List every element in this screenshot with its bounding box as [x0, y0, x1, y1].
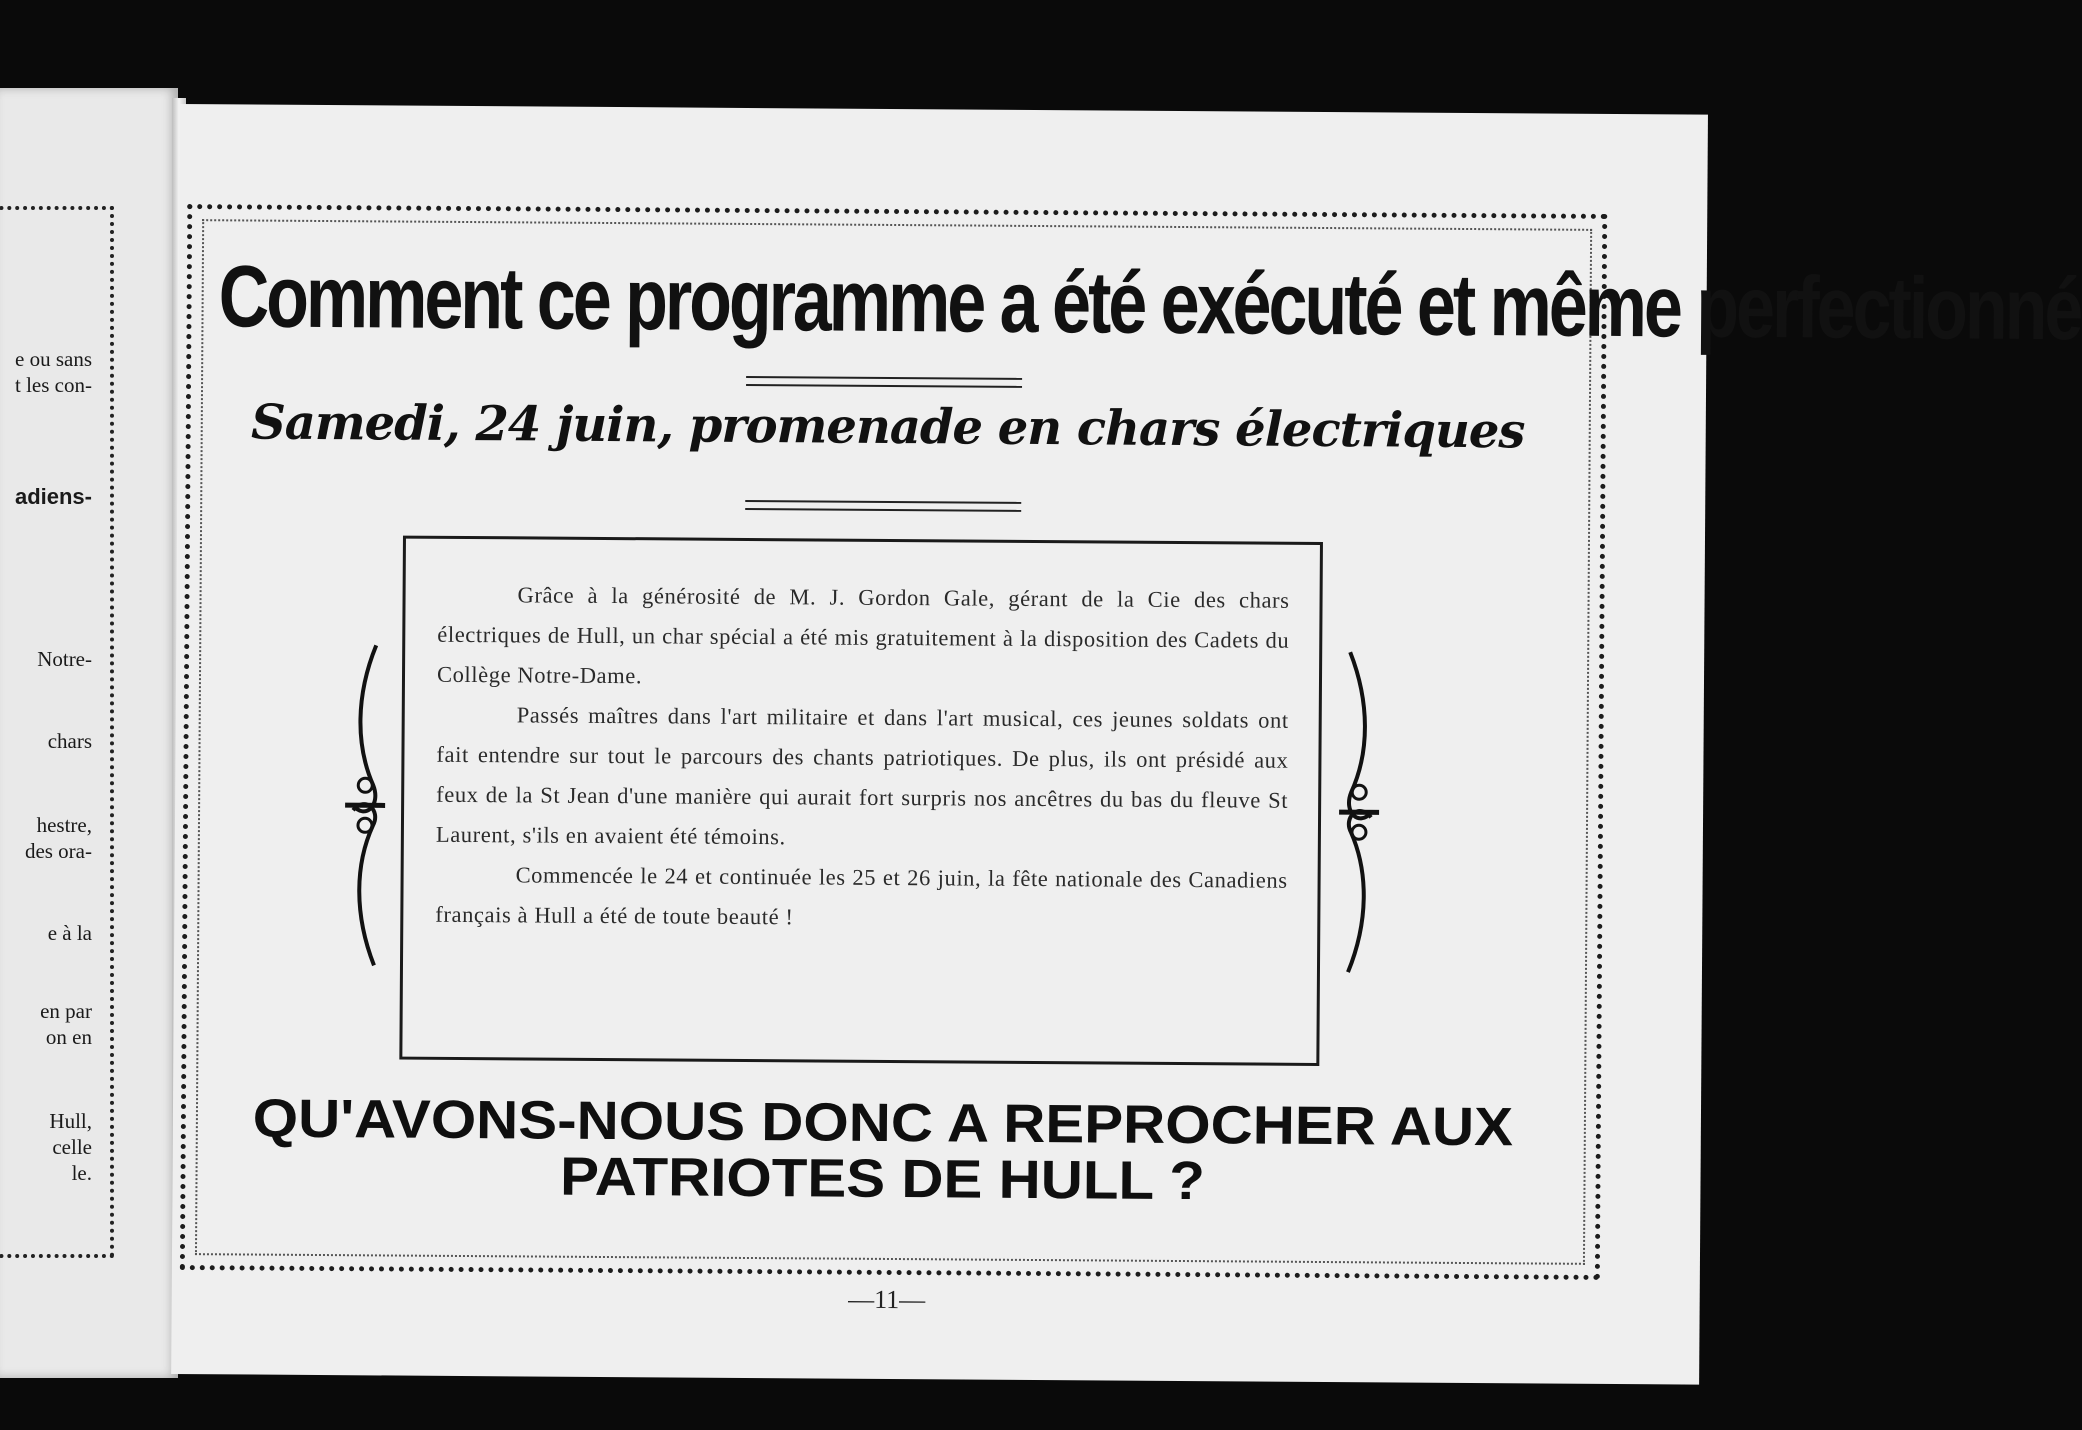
article-paragraph: Grâce à la générosité de M. J. Gordon Gale, gérant de la Cie des chars électriques de Hull, un char spécial a été mis gratuitement à la disposition des Cadets du Collège Notre-Dame.	[436, 582, 1290, 689]
headline: Comment ce programme a été exécuté et même perfectionné	[218, 247, 2081, 359]
closing-question	[137, 1090, 1628, 1212]
previous-page-text: adiens-	[14, 484, 92, 509]
scroll-ornament-left-icon	[344, 635, 386, 975]
previous-page-text: Hull,	[49, 1109, 92, 1133]
page	[171, 104, 2081, 1385]
article-paragraph: Passés maîtres dans l'art militaire et dans l'art musical, ces jeunes soldats ont fait entendre sur tout le parcours des chants patriotiques. De plus, ils ont présidé aux feux de la St Jean d'une manière qui aurait fort surpris nos ancêtres du bas du fleuve St Laurent, s'ils en avaient été témoins.	[435, 702, 1289, 850]
double-rule	[745, 500, 1021, 512]
closing-line-2: PATRIOTES DE HULL ?	[559, 1146, 1206, 1212]
previous-page-text: t les con-	[15, 373, 92, 397]
previous-page-text: des ora-	[24, 839, 92, 863]
previous-page-text: e à la	[47, 921, 92, 945]
previous-page-text: Notre-	[37, 647, 92, 671]
previous-page-text: chars	[47, 729, 92, 753]
previous-page-text: e ou sans	[15, 347, 92, 371]
previous-page-text: le.	[71, 1161, 92, 1185]
subtitle: Samedi, 24 juin, promenade en chars électriques	[250, 394, 1525, 460]
previous-page-text: hestre,	[36, 813, 92, 837]
scroll-ornament-right-icon	[1338, 642, 1380, 982]
page-number: —11—	[848, 1284, 926, 1315]
article-box	[399, 536, 1323, 1066]
previous-page-text: on en	[45, 1025, 92, 1049]
double-rule	[746, 376, 1022, 388]
previous-page-text: en par	[40, 999, 92, 1023]
closing-line-1: QU'AVONS-NOUS DONC A REPROCHER AUX	[252, 1088, 1514, 1158]
article-paragraph: Commencée le 24 et continuée les 25 et 26 juin, la fête nationale des Canadiens français à Hull a été de toute beauté !	[435, 862, 1288, 930]
previous-page-text: celle	[52, 1135, 92, 1159]
